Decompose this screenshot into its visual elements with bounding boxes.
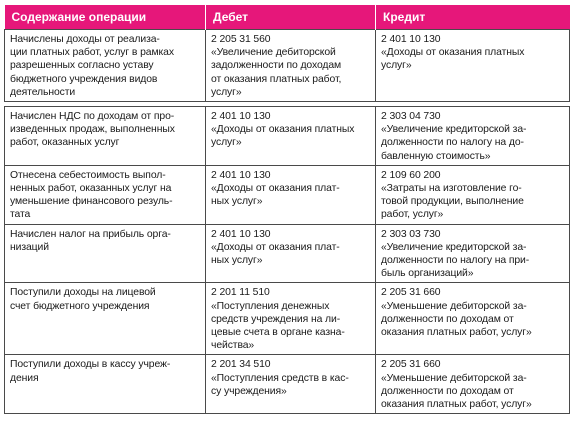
debit-line: средств учреждения на ли-	[211, 313, 341, 325]
accounting-entries-table	[4, 5, 570, 414]
debit-line: услуг»	[211, 86, 242, 98]
debit-account: 2 401 10 130	[211, 228, 271, 240]
header-debit: Дебет	[206, 5, 376, 30]
credit-account: 2 205 31 660	[381, 287, 441, 299]
debit-line: от оказания платных работ,	[211, 73, 342, 85]
debit-line: «Поступления денежных	[211, 300, 330, 312]
debit-account: 2 201 34 510	[211, 359, 271, 371]
credit-account: 2 401 10 130	[381, 34, 441, 45]
credit-account: 2 303 04 730	[381, 111, 441, 123]
debit-line: чейства»	[211, 340, 255, 352]
operation-line: ции платных работ, услуг в рамках	[10, 47, 174, 59]
credit-cell	[376, 30, 570, 102]
debit-line: «Поступления средств в кас-	[211, 372, 349, 384]
credit-line: «Затраты на изготовление го-	[381, 183, 522, 195]
operation-line: изведенных продаж, выполненных	[10, 124, 175, 136]
operation-line: деятельности	[10, 86, 76, 98]
operation-line: низаций	[10, 241, 49, 253]
operations-table-container	[4, 5, 569, 414]
debit-line: «Увеличение дебиторской	[211, 47, 336, 59]
credit-line: бавленную стоимость»	[381, 150, 491, 162]
credit-cell	[376, 224, 570, 283]
debit-cell	[206, 224, 376, 283]
debit-line: «Доходы от оказания плат-	[211, 241, 340, 253]
debit-account: 2 205 31 560	[211, 34, 271, 45]
debit-line: задолженности по доходам	[211, 60, 342, 72]
credit-line: «Увеличение кредиторской за-	[381, 124, 527, 136]
credit-cell	[376, 165, 570, 224]
credit-cell	[376, 283, 570, 355]
credit-line: услуг»	[381, 60, 412, 72]
debit-cell	[206, 355, 376, 414]
debit-account: 2 201 11 510	[211, 287, 270, 299]
credit-account: 2 109 60 200	[381, 169, 441, 181]
credit-line: товой продукции, выполнение	[381, 196, 524, 208]
credit-line: долженности по доходам от	[381, 385, 514, 397]
credit-cell	[376, 355, 570, 414]
debit-cell	[206, 283, 376, 355]
debit-cell	[206, 107, 376, 166]
operation-cell	[5, 30, 206, 102]
operation-line: Начислены доходы от реализа-	[10, 34, 160, 45]
operation-cell	[5, 355, 206, 414]
credit-line: быль организаций»	[381, 268, 474, 280]
credit-line: «Уменьшение дебиторской за-	[381, 372, 527, 384]
table-row	[5, 165, 570, 224]
table-row	[5, 30, 570, 102]
credit-line: «Увеличение кредиторской за-	[381, 241, 527, 253]
debit-line: ных услуг»	[211, 196, 263, 208]
debit-cell	[206, 165, 376, 224]
header-credit: Кредит	[376, 5, 570, 30]
operation-line: бюджетного учреждения видов	[10, 73, 158, 85]
operation-line: работ, оказанных услуг	[10, 137, 120, 149]
credit-cell	[376, 107, 570, 166]
header-operation: Содержание операции	[5, 5, 206, 30]
credit-line: долженности по доходам от	[381, 313, 514, 325]
operation-line: ненных работ, оказанных услуг на	[10, 183, 172, 195]
operation-line: Начислен НДС по доходам от про-	[10, 111, 175, 123]
credit-line: долженности по налогу на при-	[381, 255, 530, 267]
debit-line: ных услуг»	[211, 255, 263, 267]
credit-line: оказания платных работ, услуг»	[381, 399, 532, 411]
operation-line: Начислен налог на прибыль орга-	[10, 228, 171, 240]
operation-line: Отнесена себестоимость выпол-	[10, 169, 166, 181]
debit-account: 2 401 10 130	[211, 111, 271, 123]
operation-line: счет бюджетного учреждения	[10, 300, 150, 312]
credit-account: 2 205 31 660	[381, 359, 441, 371]
operation-cell	[5, 224, 206, 283]
credit-line: «Доходы от оказания платных	[381, 47, 525, 59]
table-row	[5, 283, 570, 355]
debit-line: «Доходы от оказания плат-	[211, 183, 340, 195]
credit-line: долженности по налогу на до-	[381, 137, 524, 149]
operation-line: уменьшение финансового резуль-	[10, 196, 173, 208]
table-row	[5, 355, 570, 414]
operation-line: Поступили доходы в кассу учреж-	[10, 359, 171, 371]
debit-cell	[206, 30, 376, 102]
operation-line: дения	[10, 372, 39, 384]
credit-account: 2 303 03 730	[381, 228, 441, 240]
operation-line: Поступили доходы на лицевой	[10, 287, 156, 299]
table-row	[5, 224, 570, 283]
operation-cell	[5, 165, 206, 224]
debit-line: су учреждения»	[211, 385, 287, 397]
operation-cell	[5, 107, 206, 166]
debit-line: цевые счета в органе казна-	[211, 327, 345, 339]
debit-line: услуг»	[211, 137, 242, 149]
credit-line: «Уменьшение дебиторской за-	[381, 300, 527, 312]
credit-line: оказания платных работ, услуг»	[381, 327, 532, 339]
debit-account: 2 401 10 130	[211, 169, 271, 181]
debit-line: «Доходы от оказания платных	[211, 124, 355, 136]
table-header-row	[5, 5, 570, 30]
operation-cell	[5, 283, 206, 355]
operation-line: разрешенных согласно уставу	[10, 60, 154, 72]
table-row	[5, 107, 570, 166]
operation-line: тата	[10, 209, 31, 221]
credit-line: работ, услуг»	[381, 209, 444, 221]
